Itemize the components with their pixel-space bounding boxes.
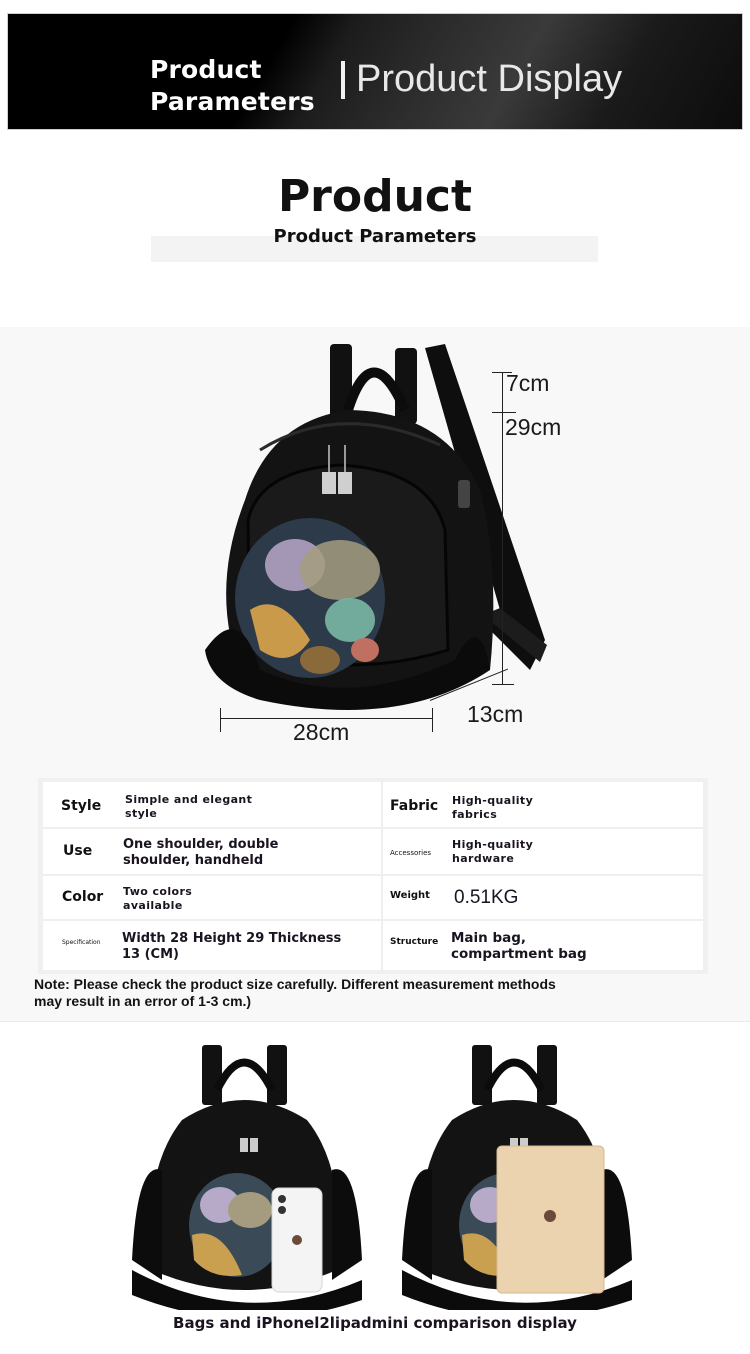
spec-value-structure	[451, 930, 587, 962]
table-cell	[385, 876, 703, 919]
table-cell	[385, 782, 703, 827]
spec-label-specification: Specification	[62, 939, 101, 946]
banner-container	[0, 0, 750, 135]
table-cell	[385, 829, 703, 874]
spec-value-line: fabrics	[452, 808, 498, 821]
comparison-image-iphone	[132, 1040, 362, 1310]
spec-value-line: shoulder, handheld	[123, 853, 264, 868]
banner-right-title: Product Display	[356, 58, 623, 100]
spec-label-style: Style	[61, 798, 102, 814]
spec-table	[43, 782, 703, 970]
dim-handle-height: 7cm	[506, 370, 550, 396]
spec-value-line: 13 (CM)	[122, 947, 179, 962]
banner	[7, 13, 743, 130]
dim-width: 28cm	[293, 719, 350, 745]
spec-value-use	[123, 837, 278, 869]
spec-label-color: Color	[62, 889, 104, 905]
spec-label-use: Use	[63, 843, 93, 859]
spec-value-specification	[122, 931, 341, 963]
spec-value-line: available	[123, 899, 183, 912]
dim-thickness: 13cm	[467, 701, 524, 727]
spec-value-line: Main bag,	[451, 930, 527, 946]
spec-label-accessories: Accessories	[390, 849, 432, 857]
spec-value-line: style	[125, 807, 158, 820]
comparison-image-ipad	[402, 1040, 632, 1310]
spec-value-line: One shoulder, double	[123, 837, 279, 852]
spec-value-accessories	[452, 838, 533, 866]
comparison-caption: Bags and iPhonel2lipadmini comparison display	[173, 1314, 577, 1332]
spec-value-weight: 0.51KG	[454, 887, 519, 908]
table-row	[43, 782, 703, 829]
page-subtitle: Product Parameters	[273, 226, 477, 247]
spec-value-line: hardware	[452, 852, 515, 865]
spec-value-line: Two colors	[123, 885, 193, 898]
table-cell	[43, 876, 383, 919]
table-cell	[43, 829, 383, 874]
size-note-line2: may result in an error of 1-3 cm.)	[34, 993, 252, 1009]
table-cell	[43, 921, 383, 970]
dim-tick-bottom	[492, 684, 514, 685]
banner-divider	[341, 61, 345, 99]
spec-label-structure: Structure	[390, 937, 439, 947]
spec-value-line: High-quality	[452, 794, 534, 807]
size-note-line1: Note: Please check the product size carefully. Different measurement methods	[34, 976, 556, 992]
size-note	[34, 976, 634, 1010]
table-cell	[385, 921, 703, 970]
spec-value-line: Width 28 Height 29 Thickness	[122, 931, 342, 946]
banner-left-title	[150, 54, 315, 118]
dim-tick-width-left	[220, 708, 221, 732]
spec-value-line: Simple and elegant	[125, 793, 253, 806]
banner-left-line2: Parameters	[150, 87, 315, 116]
spec-value-color	[123, 885, 192, 913]
dim-tick-width-right	[432, 708, 433, 732]
table-row	[43, 921, 703, 970]
page-title: Product	[277, 171, 473, 222]
spec-value-line: compartment bag	[451, 946, 587, 962]
table-row	[43, 829, 703, 876]
banner-left-line1: Product	[150, 55, 262, 84]
table-cell	[43, 782, 383, 827]
table-row	[43, 876, 703, 921]
dim-tick-mid	[492, 412, 516, 413]
spec-value-fabric	[452, 794, 533, 822]
dim-body-height: 29cm	[505, 414, 562, 440]
spec-label-fabric: Fabric	[390, 798, 439, 814]
spec-value-style	[125, 793, 252, 821]
spec-label-weight: Weight	[390, 890, 430, 901]
dim-line-vertical	[502, 372, 503, 684]
spec-value-line: High-quality	[452, 838, 534, 851]
